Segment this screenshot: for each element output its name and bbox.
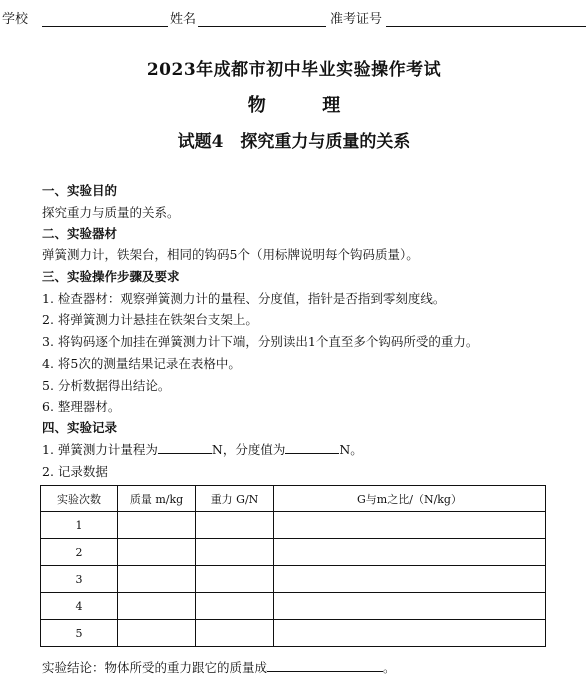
table-row [41,512,546,539]
range-blank[interactable] [158,441,212,454]
range-label: 1. 弹簧测力计量程为 [42,442,158,457]
school-label: 学校 [2,12,29,27]
exam-title: 2023年成都市初中毕业实验操作考试 [146,60,442,80]
trial-number: 4 [41,593,118,620]
step-item: 3. 将钩码逐个加挂在弹簧测力计下端，分别读出1个直至多个钩码所受的重力。 [42,334,479,349]
section-purpose-heading: 一、实验目的 [42,183,118,198]
mass-cell[interactable] [118,539,196,566]
subject-title [0,91,588,117]
section-equipment-text: 弹簧测力计，铁架台，相同的钩码5个（用标牌说明每个钩码质量）。 [42,247,419,262]
school-field[interactable] [42,26,168,27]
section-record-heading: 四、实验记录 [42,420,118,435]
conclusion-line [42,658,396,676]
ratio-cell[interactable] [274,620,546,647]
ratio-cell[interactable] [274,566,546,593]
ratio-cell[interactable] [274,512,546,539]
header-mass: 质量 m/kg [118,486,196,512]
division-label: N，分度值为 [211,442,286,457]
step-item: 4. 将5次的测量结果记录在表格中。 [42,356,241,371]
table-row [41,539,546,566]
table-row [41,620,546,647]
step-item: 1. 检查器材：观察弹簧测力计的量程、分度值，指针是否指到零刻度线。 [42,291,446,306]
name-label: 姓名 [170,12,197,27]
header-ratio: G与m之比/（N/kg） [274,486,546,512]
candidate-info-header [0,8,588,30]
subject-char-2: 理 [322,95,341,116]
data-record-label: 2. 记录数据 [42,464,108,479]
table-row [41,566,546,593]
mass-cell[interactable] [118,512,196,539]
weight-cell[interactable] [196,539,274,566]
division-blank[interactable] [285,441,339,454]
section-equipment-heading: 二、实验器材 [42,226,118,241]
data-table [40,485,546,647]
section-purpose-text: 探究重力与质量的关系。 [42,205,180,220]
mass-cell[interactable] [118,593,196,620]
header-trial: 实验次数 [41,486,118,512]
trial-number: 2 [41,539,118,566]
table-row [41,593,546,620]
mass-cell[interactable] [118,620,196,647]
name-field[interactable] [198,26,326,27]
trial-number: 1 [41,512,118,539]
step-item: 6. 整理器材。 [42,399,121,414]
exam-id-label: 准考证号 [330,12,383,27]
division-unit: N。 [339,442,363,457]
table-header-row [41,486,546,512]
conclusion-period: 。 [383,660,396,675]
range-record-line [42,440,363,458]
weight-cell[interactable] [196,620,274,647]
trial-number: 3 [41,566,118,593]
weight-cell[interactable] [196,566,274,593]
topic-title: 试题4 探究重力与质量的关系 [177,132,411,152]
section-steps-heading: 三、实验操作步骤及要求 [42,269,180,284]
conclusion-blank[interactable] [267,659,383,672]
weight-cell[interactable] [196,593,274,620]
header-weight: 重力 G/N [196,486,274,512]
trial-number: 5 [41,620,118,647]
mass-cell[interactable] [118,566,196,593]
step-item: 2. 将弹簧测力计悬挂在铁架台支架上。 [42,312,258,327]
ratio-cell[interactable] [274,593,546,620]
step-item: 5. 分析数据得出结论。 [42,378,171,393]
conclusion-label: 实验结论：物体所受的重力跟它的质量成 [42,660,268,675]
ratio-cell[interactable] [274,539,546,566]
exam-id-field[interactable] [386,26,586,27]
subject-char-1: 物 [247,95,266,116]
weight-cell[interactable] [196,512,274,539]
